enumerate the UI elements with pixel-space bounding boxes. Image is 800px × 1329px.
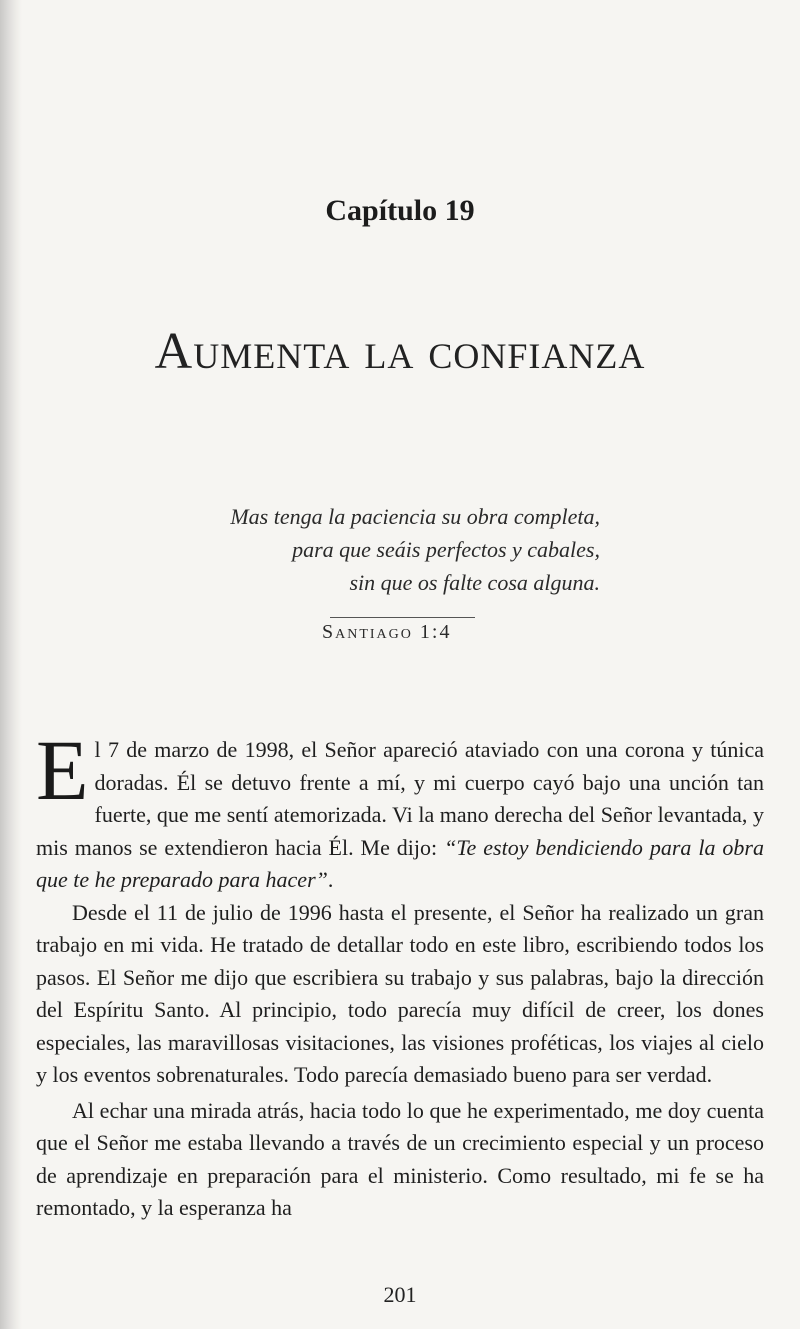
epigraph-source: Santiago 1:4 <box>322 621 452 643</box>
paragraph-1 <box>36 722 764 897</box>
epigraph <box>100 500 600 599</box>
epigraph-line: Mas tenga la paciencia su obra completa, <box>230 504 600 529</box>
paragraph-1-text: l 7 de marzo de 1998, el Señor apareció ataviado con una corona y túnica doradas. Él se detuvo frente a mí, y mi cuerpo cayó bajo una unción tan fuerte, que me sentí atemorizada. Vi la mano derecha del Señor levantada, y mis manos se extendieron hacia Él. Me dijo: <box>36 737 764 860</box>
paragraph-1-end: . <box>327 867 334 892</box>
paragraph-2: Desde el 11 de julio de 1996 hasta el presente, el Señor ha realizado un gran trabajo en mi vida. He tratado de detallar todo en este libro, escribiendo todos los pasos. El Señor me dijo que escribiera su trabajo y sus palabras, bajo la dirección del Espíritu Santo. Al principio, todo parecía muy difícil de creer, los dones especiales, las maravillosas visitaciones, las visiones proféticas, los viajes al cielo y los eventos sobrenaturales. Todo parecía demasiado bueno para ser verdad. <box>36 899 764 1087</box>
body-text <box>36 722 764 1225</box>
epigraph-line: sin que os falte cosa alguna. <box>349 570 600 595</box>
epigraph-divider <box>330 617 475 618</box>
chapter-label: Capítulo 19 <box>325 194 475 227</box>
chapter-title: Aumenta la confianza <box>154 323 646 380</box>
drop-cap: E <box>36 722 89 818</box>
paragraph-3: Al echar una mirada atrás, hacia todo lo que he experimentado, me doy cuenta que el Señor me estaba llevando a través de un crecimiento especial y un proceso de aprendizaje en preparación para el ministerio. Como resultado, mi fe se ha remontado, y la esperanza ha <box>36 1097 764 1220</box>
epigraph-line: para que seáis perfectos y cabales, <box>292 537 600 562</box>
page-number: 201 <box>383 1282 417 1307</box>
quoted-words: “Te estoy bendiciendo para la obra que te he preparado para hacer” <box>36 834 764 892</box>
